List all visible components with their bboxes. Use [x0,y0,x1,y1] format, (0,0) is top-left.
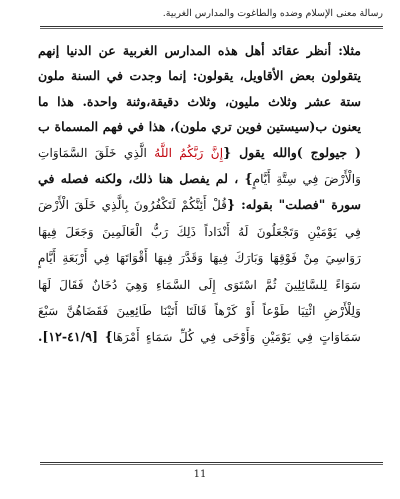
body-text [38,38,361,351]
header-divider [40,28,383,29]
verse-text: قُلْ أَئِنَّكُمْ لَتَكْفُرُونَ بِالَّذِي خَلَقَ الْأَرْضَ [38,198,227,213]
line-text: مثلا: أنظر عقائد أهل هذه المدارس الغربية عن الدنيا إنهم [38,43,361,58]
line-text: ( جيولوج )والله يقول { [223,144,361,160]
footer-divider-thin [40,464,383,465]
highlighted-verse-text: إِنَّ رَبَّكُمُ اللَّهُ [154,145,224,160]
verse-text: سَمَاوَاتٍ فِي يَوْمَيْنِ وَأَوْحَى فِي كُلِّ سَمَاءٍ أَمْرَهَا [112,330,361,345]
text-line [38,89,361,114]
line-text: يتقولون بعض الأقاويل، يقولون: إنما وجدت في السنة ملون [38,68,361,84]
text-line [38,245,361,271]
text-line [38,114,361,139]
verse-text: الَّذِي خَلَقَ السَّمَاوَاتِ [38,145,155,160]
page-number: 11 [193,469,207,480]
line-text: } ، لم يفصل هنا ذلك، ولكنه فصله في [38,171,253,187]
text-line [38,272,361,298]
text-line [38,219,361,245]
text-line [38,324,361,350]
line-text: ستة عشر وثلاث مليون، وثلاث دقيقة،وثنة واحدة. هذا ما [38,93,361,109]
verse-text: وَالْأَرْضَ فِي سِتَّةِ أَيَّامٍ [252,172,361,187]
running-header: رسالة معنى الإسلام وضده والطاغوت والمدارس الغربية. [40,8,383,27]
verse-text: رَوَاسِيَ مِنْ فَوْقِهَا وَبَارَكَ فِيهَا وَقَدَّرَ فِيهَا أَقْوَاتَهَا فِي أَرْبَعَةِ أَيَّامٍ [38,251,361,266]
text-line [38,166,361,192]
footer-divider [40,462,383,463]
text-line [38,63,361,88]
text-line [38,298,361,324]
verse-text: فِي يَوْمَيْنِ وَتَجْعَلُونَ لَهُ أَنْدَاداً ذَلِكَ رَبُّ الْعَالَمِينَ وَجَعَلَ فِيهَا [38,224,361,239]
line-text: } [٤١/٩-١٢]. [38,329,113,345]
verse-text: سَوَاءً لِلسَّائِلِينَ ثُمَّ اسْتَوَى إِلَى السَّمَاءِ وَهِيَ دُخَانٌ فَقَالَ لَهَا [38,277,361,292]
text-line [38,192,361,218]
text-line [38,38,361,63]
verse-text: وَلِلْأَرْضِ ائْتِيَا طَوْعاً أَوْ كَرْهاً قَالَتَا أَتَيْنَا طَائِعِينَ فَقَضَاهُنَّ سَبْعَ [38,304,361,319]
text-line [38,140,361,166]
line-text: يعنون ب(سيستين فوين تري ملون)، هذا في فهم المسماة ب [38,119,361,135]
line-text: سورة "فصلت" بقوله: { [227,197,361,213]
